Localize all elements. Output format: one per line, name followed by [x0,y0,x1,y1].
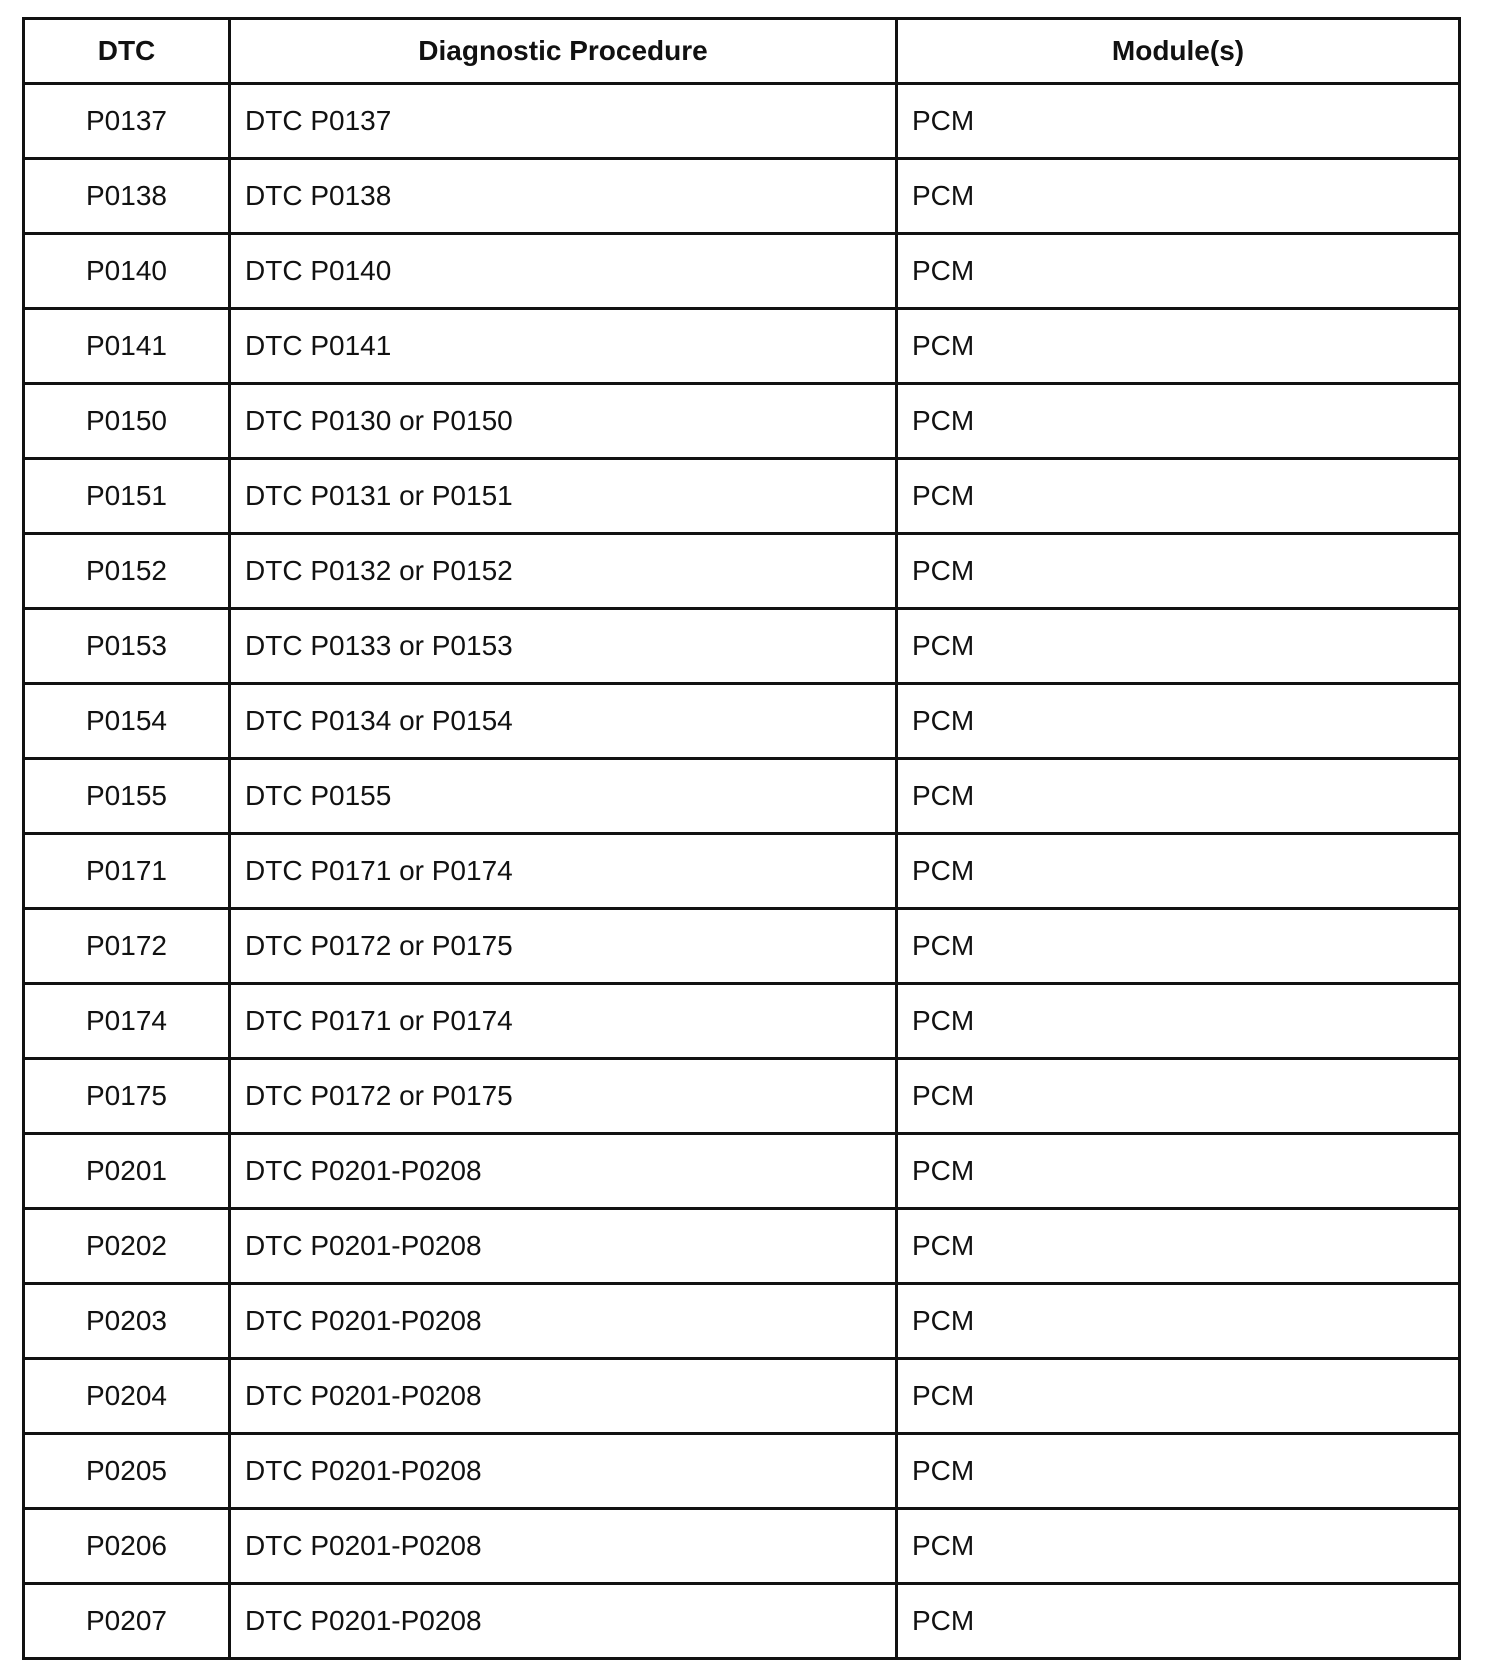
table-row [24,384,1460,459]
module-cell: PCM [897,759,1460,834]
module-cell: PCM [897,1509,1460,1584]
table-row [24,834,1460,909]
table-row [24,1509,1460,1584]
dtc-code-cell: P0204 [24,1359,230,1434]
module-cell: PCM [897,834,1460,909]
diagnostic-procedure-cell: DTC P0141 [230,309,897,384]
diagnostic-procedure-cell: DTC P0201-P0208 [230,1209,897,1284]
table-row [24,759,1460,834]
diagnostic-procedure-cell: DTC P0130 or P0150 [230,384,897,459]
dtc-code-cell: P0171 [24,834,230,909]
diagnostic-procedure-cell: DTC P0201-P0208 [230,1509,897,1584]
dtc-code-cell: P0138 [24,159,230,234]
table-row [24,984,1460,1059]
diagnostic-procedure-cell: DTC P0201-P0208 [230,1359,897,1434]
dtc-code-cell: P0202 [24,1209,230,1284]
module-cell: PCM [897,384,1460,459]
table-row [24,909,1460,984]
table-row [24,609,1460,684]
module-cell: PCM [897,1209,1460,1284]
dtc-code-cell: P0152 [24,534,230,609]
diagnostic-procedure-cell: DTC P0137 [230,84,897,159]
dtc-code-cell: P0150 [24,384,230,459]
diagnostic-procedure-cell: DTC P0172 or P0175 [230,909,897,984]
dtc-code-cell: P0154 [24,684,230,759]
module-cell: PCM [897,309,1460,384]
module-cell: PCM [897,1434,1460,1509]
module-cell: PCM [897,1059,1460,1134]
table-row [24,1284,1460,1359]
dtc-table [22,17,1461,1660]
table-row [24,84,1460,159]
table-row [24,1359,1460,1434]
table-row [24,459,1460,534]
dtc-code-cell: P0203 [24,1284,230,1359]
header-row [24,19,1460,84]
module-cell: PCM [897,1359,1460,1434]
dtc-code-cell: P0140 [24,234,230,309]
module-cell: PCM [897,159,1460,234]
header-diagnostic-procedure: Diagnostic Procedure [230,19,897,84]
diagnostic-procedure-cell: DTC P0133 or P0153 [230,609,897,684]
diagnostic-procedure-cell: DTC P0201-P0208 [230,1584,897,1659]
diagnostic-procedure-cell: DTC P0132 or P0152 [230,534,897,609]
diagnostic-procedure-cell: DTC P0138 [230,159,897,234]
module-cell: PCM [897,984,1460,1059]
module-cell: PCM [897,1284,1460,1359]
header-dtc: DTC [24,19,230,84]
dtc-code-cell: P0207 [24,1584,230,1659]
diagnostic-procedure-cell: DTC P0171 or P0174 [230,834,897,909]
dtc-code-cell: P0137 [24,84,230,159]
dtc-code-cell: P0151 [24,459,230,534]
diagnostic-procedure-cell: DTC P0140 [230,234,897,309]
diagnostic-procedure-cell: DTC P0134 or P0154 [230,684,897,759]
header-modules: Module(s) [897,19,1460,84]
module-cell: PCM [897,84,1460,159]
dtc-code-cell: P0201 [24,1134,230,1209]
table-row [24,1584,1460,1659]
table-header [24,19,1460,84]
module-cell: PCM [897,1584,1460,1659]
table-row [24,309,1460,384]
table-row [24,1134,1460,1209]
dtc-code-cell: P0141 [24,309,230,384]
diagnostic-procedure-cell: DTC P0131 or P0151 [230,459,897,534]
module-cell: PCM [897,909,1460,984]
dtc-code-cell: P0206 [24,1509,230,1584]
dtc-code-cell: P0172 [24,909,230,984]
module-cell: PCM [897,609,1460,684]
module-cell: PCM [897,1134,1460,1209]
table-row [24,159,1460,234]
dtc-code-cell: P0174 [24,984,230,1059]
diagnostic-procedure-cell: DTC P0172 or P0175 [230,1059,897,1134]
module-cell: PCM [897,534,1460,609]
table-row [24,1434,1460,1509]
diagnostic-procedure-cell: DTC P0155 [230,759,897,834]
module-cell: PCM [897,234,1460,309]
table-row [24,684,1460,759]
table-row [24,534,1460,609]
diagnostic-procedure-cell: DTC P0201-P0208 [230,1134,897,1209]
table-body [24,84,1460,1659]
module-cell: PCM [897,459,1460,534]
module-cell: PCM [897,684,1460,759]
diagnostic-procedure-cell: DTC P0201-P0208 [230,1434,897,1509]
table-row [24,234,1460,309]
table-row [24,1209,1460,1284]
dtc-code-cell: P0155 [24,759,230,834]
dtc-code-cell: P0175 [24,1059,230,1134]
dtc-code-cell: P0153 [24,609,230,684]
diagnostic-procedure-cell: DTC P0201-P0208 [230,1284,897,1359]
table-row [24,1059,1460,1134]
diagnostic-procedure-cell: DTC P0171 or P0174 [230,984,897,1059]
dtc-code-cell: P0205 [24,1434,230,1509]
